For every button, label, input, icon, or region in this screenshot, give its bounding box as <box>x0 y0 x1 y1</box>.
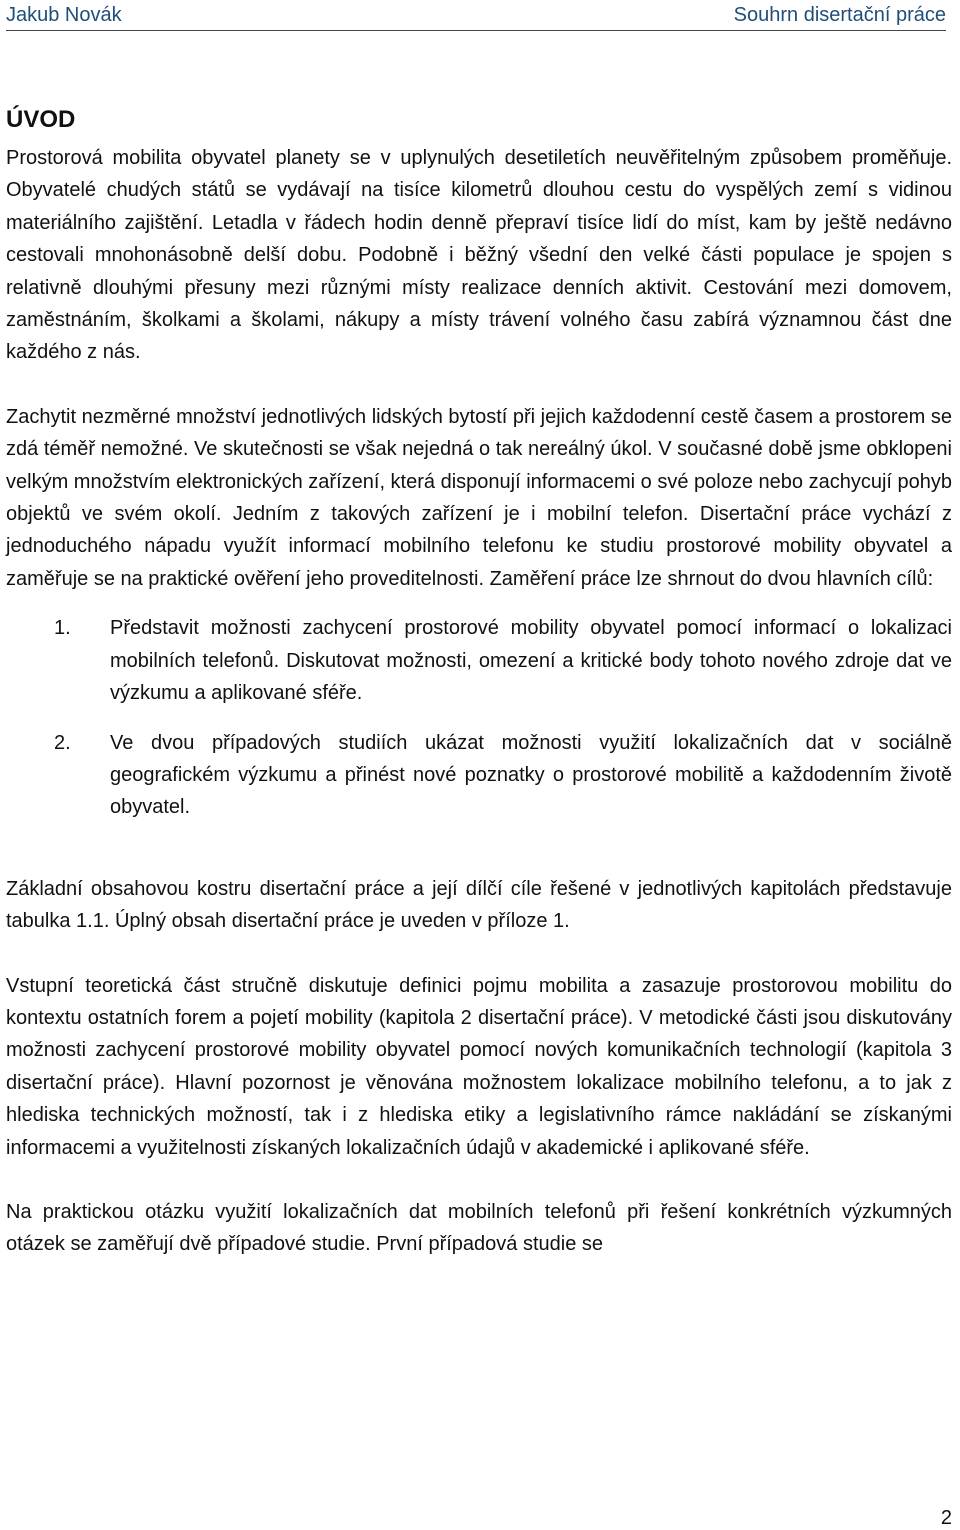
paragraph-intro: Prostorová mobilita obyvatel planety se v uplynulých desetiletích neuvěřitelným způsobem proměňuje. Obyvatelé chudých států se vydávají na tisíce kilometrů dlouhou cestu do vyspělých zemí s vidinou materiálního zajištění. Letadla v řádech hodin denně přepraví tisíce lidí do míst, kam by ještě nedávno cestovali mnohonásobně delší dobu. Podobně i běžný všední den velké části populace je spojen s relativně dlouhými přesuny mezi různými místy realizace denních aktivit. Cestování mezi domovem, zaměstnáním, školkami a školami, nákupy a místy trávení volného času zabírá významnou část dne každého z nás. <box>6 147 952 364</box>
header-document-title: Souhrn disertační práce <box>733 3 946 26</box>
goal-list-item <box>6 727 952 824</box>
section-heading: ÚVOD <box>6 106 76 133</box>
page-header <box>6 0 946 31</box>
header-author: Jakub Novák <box>6 3 122 26</box>
document-body <box>6 98 952 1261</box>
goal-number: 1. <box>54 617 71 640</box>
page-number: 2 <box>940 1507 952 1529</box>
paragraph-goals-intro: Zachytit nezměrné množství jednotlivých lidských bytostí při jejich každodenní cestě časem a prostorem se zdá téměř nemožné. Ve skutečnosti se však nejedná o tak nereálný úkol. V současné době jsme obklopeni velkým množstvím elektronických zařízení, která disponují informacemi o své poloze nebo zachycují pohyb objektů ve svém okolí. Jedním z takových zařízení je i mobilní telefon. Disertační práce vychází z jednoduchého nápadu využít informací mobilního telefonu ke studiu prostorové mobility obyvatel a zaměřuje se na praktické ověření jeho proveditelnosti. Zaměření práce lze shrnout do dvou hlavních cílů: <box>6 405 952 590</box>
goal-text: Ve dvou případových studiích ukázat možnosti využití lokalizačních dat v sociálně geografickém výzkumu a přinést nové poznatky o prostorové mobilitě a každodenním životě obyvatel. <box>110 731 952 819</box>
goal-text: Představit možnosti zachycení prostorové mobility obyvatel pomocí informací o lokalizaci mobilních telefonů. Diskutovat možnosti, omezení a kritické body tohoto nového zdroje dat ve výzkumu a aplikované sféře. <box>110 617 952 705</box>
goal-number: 2. <box>54 731 71 754</box>
goal-list-item <box>6 612 952 709</box>
paragraph-case-studies: Na praktickou otázku využití lokalizačních dat mobilních telefonů při řešení konkrétních výzkumných otázek se zaměřují dvě případové studie. První případová studie se <box>6 1200 952 1256</box>
paragraph-structure: Základní obsahovou kostru disertační práce a její dílčí cíle řešené v jednotlivých kapitolách představuje tabulka 1.1. Úplný obsah disertační práce je uveden v příloze 1. <box>6 877 952 933</box>
paragraph-theory: Vstupní teoretická část stručně diskutuje definici pojmu mobilita a zasazuje prostorovou mobilitu do kontextu ostatních forem a pojetí mobility (kapitola 2 disertační práce). V metodické části jsou diskutovány možnosti zachycení prostorové mobility obyvatel pomocí nových komunikačních technologií (kapitola 3 disertační práce). Hlavní pozornost je věnována možnostem lokalizace mobilního telefonu, a to jak z hlediska technických možností, tak i z hlediska etiky a legislativního rámce nakládání se získanými informacemi a využitelnosti získaných lokalizačních údajů v akademické i aplikované sféře. <box>6 974 952 1159</box>
